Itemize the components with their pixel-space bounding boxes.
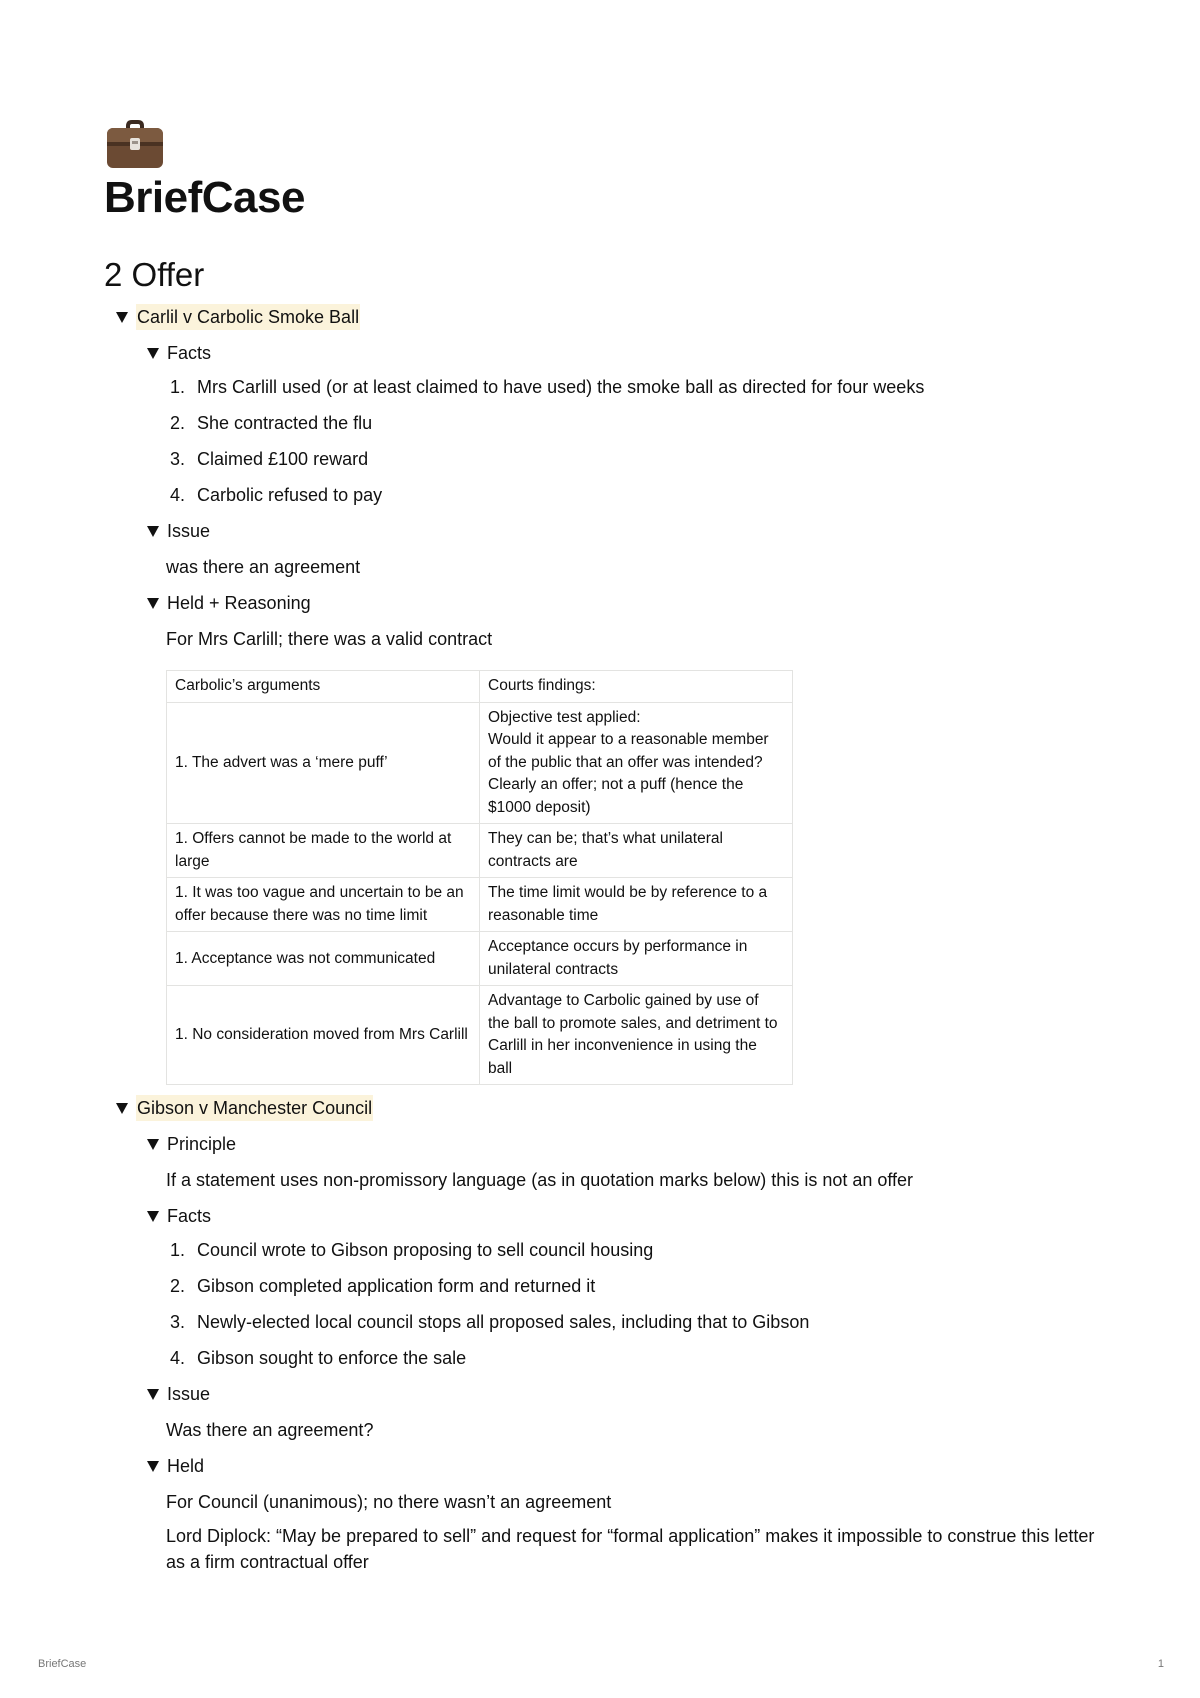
list-item-text: Carbolic refused to pay [197,485,383,506]
toggle-label: Held + Reasoning [167,593,311,614]
triangle-down-icon [147,1461,159,1472]
page-title: BriefCase [104,173,305,222]
toggle-facts[interactable] [147,340,1104,366]
table-cell: 1. It was too vague and uncertain to be an offer because there was no time limit [167,878,480,932]
held-text: For Mrs Carlill; there was a valid contract [166,629,493,650]
arguments-table [166,670,793,1085]
table-row [167,824,793,878]
list-item: 2. She contracted the flu [166,410,1104,436]
briefcase-icon [104,112,166,174]
table-cell: 1. No consideration moved from Mrs Carlill [167,986,480,1085]
table-header-cell: Carbolic’s arguments [167,671,480,703]
table-cell: 1. The advert was a ‘mere puff’ [167,702,480,824]
list-item: 3. Newly-elected local council stops all proposed sales, including that to Gibson [166,1309,1104,1335]
table-header-cell: Courts findings: [480,671,793,703]
table-cell: Acceptance occurs by performance in unilateral contracts [480,932,793,986]
table-cell: The time limit would be by reference to a reasonable time [480,878,793,932]
table-cell: Advantage to Carbolic gained by use of the ball to promote sales, and detriment to Carlill in her inconvenience in using the ball [480,986,793,1085]
table-row [167,702,793,824]
toggle-facts[interactable] [147,1203,1104,1229]
toggle-label: Facts [167,343,212,364]
toggle-held-reasoning[interactable] [147,590,1104,616]
triangle-down-icon [147,598,159,609]
toggle-label: Principle [167,1134,237,1155]
footer-title: BriefCase [38,1658,87,1670]
toggle-label: Facts [167,1206,212,1227]
held-text: For Council (unanimous); no there wasn’t an agreement [166,1492,612,1513]
table-cell: 1. Acceptance was not communicated [167,932,480,986]
page-number: 1 [1157,1658,1164,1670]
list-item-text: Mrs Carlill used (or at least claimed to have used) the smoke ball as directed for four weeks [197,377,925,398]
list-item-text: Council wrote to Gibson proposing to sell council housing [197,1240,654,1261]
held-quote-text: Lord Diplock: “May be prepared to sell” and request for “formal application” makes it impossible to construe this letter as a firm contractual offer [166,1526,1095,1573]
toggle-gibson-case[interactable] [116,1095,1104,1121]
list-item: 3. Claimed £100 reward [166,446,1104,472]
table-header-row [167,671,793,703]
triangle-down-icon [116,1103,128,1114]
list-item-text: She contracted the flu [197,413,373,434]
table-cell: Objective test applied: Would it appear to a reasonable member of the public that an offer was intended? Clearly an offer; not a puff (hence the $1000 deposit) [480,702,793,824]
list-item: 2. Gibson completed application form and returned it [166,1273,1104,1299]
toggle-held[interactable] [147,1453,1104,1479]
facts-list [166,374,1104,508]
triangle-down-icon [147,348,159,359]
toggle-issue[interactable] [147,1381,1104,1407]
list-item-text: Claimed £100 reward [197,449,369,470]
principle-text: If a statement uses non-promissory language (as in quotation marks below) this is not an offer [166,1170,914,1191]
toggle-issue[interactable] [147,518,1104,544]
table-cell: 1. Offers cannot be made to the world at large [167,824,480,878]
list-item: 4. Carbolic refused to pay [166,482,1104,508]
table-row [167,878,793,932]
section-heading: 2 Offer [104,255,205,293]
list-item-text: Gibson sought to enforce the sale [197,1348,467,1369]
list-item: 1. Mrs Carlill used (or at least claimed to have used) the smoke ball as directed for four weeks [166,374,1104,400]
table-row [167,932,793,986]
issue-text: was there an agreement [166,557,361,578]
list-item: 1. Council wrote to Gibson proposing to sell council housing [166,1237,1104,1263]
toggle-label: Held [167,1456,205,1477]
toggle-label: Issue [167,521,211,542]
triangle-down-icon [147,1389,159,1400]
toggle-label: Issue [167,1384,211,1405]
case-name: Gibson v Manchester Council [136,1095,373,1121]
facts-list [166,1237,1104,1371]
triangle-down-icon [116,312,128,323]
triangle-down-icon [147,1139,159,1150]
table-row [167,986,793,1085]
toggle-principle[interactable] [147,1131,1104,1157]
list-item: 4. Gibson sought to enforce the sale [166,1345,1104,1371]
triangle-down-icon [147,1211,159,1222]
toggle-carlil-case[interactable] [116,304,1104,330]
issue-text: Was there an agreement? [166,1420,374,1441]
case-name: Carlil v Carbolic Smoke Ball [136,304,360,330]
triangle-down-icon [147,526,159,537]
list-item-text: Newly-elected local council stops all proposed sales, including that to Gibson [197,1312,810,1333]
list-item-text: Gibson completed application form and returned it [197,1276,596,1297]
document-page [104,112,1104,1575]
table-cell: They can be; that’s what unilateral contracts are [480,824,793,878]
